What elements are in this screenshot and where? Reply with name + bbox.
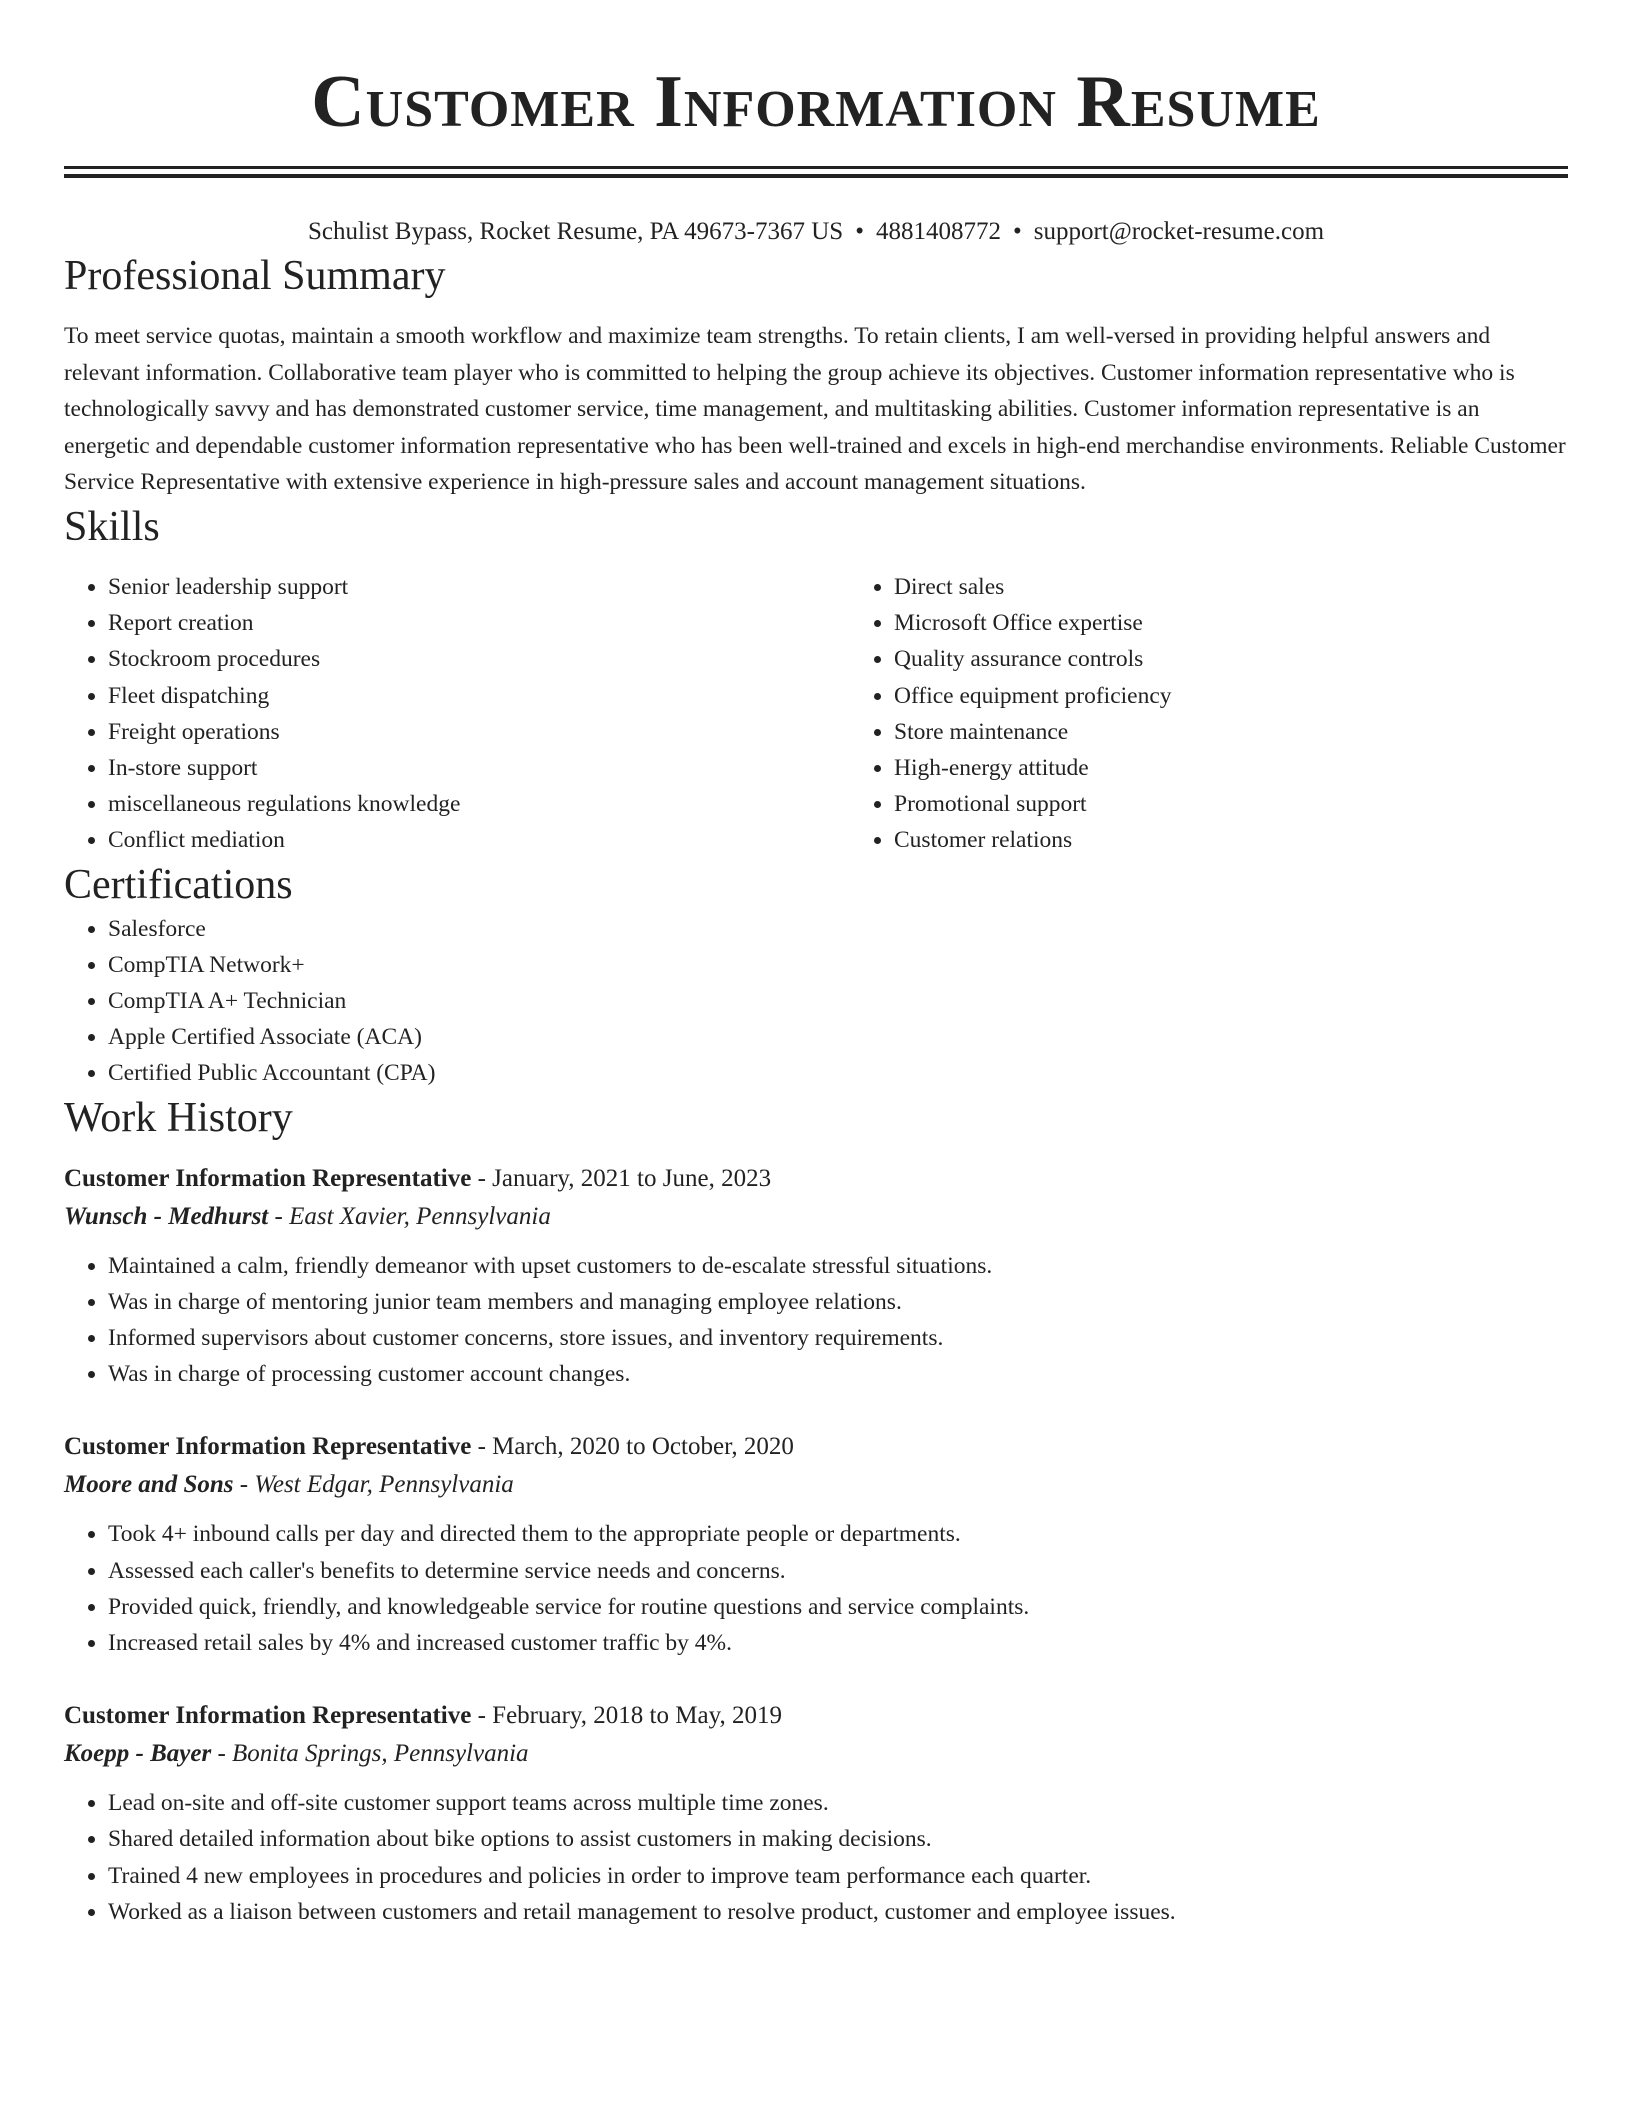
summary-heading: Professional Summary xyxy=(64,253,446,299)
job-bullets xyxy=(64,1516,1568,1661)
job-bullets xyxy=(64,1785,1568,1930)
summary-text: To meet service quotas, maintain a smooth workflow and maximize team strengths. To retain clients, I am well-versed in providing helpful answers and relevant information. Collaborative team player who is committed to helping the group achieve its objectives. Customer information representative who is technologically savvy and has demonstrated customer service, time management, and multitasking abilities. Customer information representative is an energetic and dependable customer information representative who has been well-trained and excels in high-end merchandise environments. Reliable Customer Service Representative with extensive experience in high-pressure sales and account management situations. xyxy=(64,323,1566,496)
skill-item: • Freight operations xyxy=(108,714,850,750)
contact-email[interactable]: support@rocket-resume.com xyxy=(1033,218,1325,245)
job-bullet: • Shared detailed information about bike options to assist customers in making decisions. xyxy=(108,1821,1568,1857)
skill-item: • Customer relations xyxy=(894,822,1632,858)
job-title: Customer Information Representative xyxy=(64,1433,472,1461)
certification-item: • Salesforce xyxy=(108,911,1568,947)
skill-item: • High-energy attitude xyxy=(894,750,1632,786)
job-title-line xyxy=(64,1428,1568,1466)
certification-item: • CompTIA Network+ xyxy=(108,947,1568,983)
job-entry xyxy=(64,1697,1568,1930)
certifications-heading: Certifications xyxy=(64,861,293,908)
job-company: Wunsch - Medhurst xyxy=(64,1202,269,1230)
certification-item: • CompTIA A+ Technician xyxy=(108,983,1568,1019)
skill-item: • Quality assurance controls xyxy=(894,641,1632,677)
job-dates: - February, 2018 to May, 2019 xyxy=(471,1702,782,1730)
job-bullet: • Provided quick, friendly, and knowledgeable service for routine questions and service complaints. xyxy=(108,1589,1568,1625)
skill-item: • Senior leadership support xyxy=(108,569,850,605)
job-bullet: • Was in charge of mentoring junior team members and managing employee relations. xyxy=(108,1284,1568,1320)
job-bullet: • Assessed each caller's benefits to determine service needs and concerns. xyxy=(108,1553,1568,1589)
certification-item: • Apple Certified Associate (ACA) xyxy=(108,1019,1568,1055)
job-bullet: • Worked as a liaison between customers and retail management to resolve product, customer and employee issues. xyxy=(108,1894,1568,1930)
job-entry xyxy=(64,1428,1568,1661)
skill-item: • Direct sales xyxy=(894,569,1632,605)
job-company-line xyxy=(64,1466,1568,1504)
contact-line xyxy=(64,214,1568,250)
job-bullet: • Took 4+ inbound calls per day and directed them to the appropriate people or departments. xyxy=(108,1516,1568,1552)
job-company: Moore and Sons xyxy=(64,1471,234,1499)
resume-title: Customer Information Resume xyxy=(311,61,1321,143)
job-bullet: • Was in charge of processing customer account changes. xyxy=(108,1356,1568,1392)
job-bullet: • Increased retail sales by 4% and increased customer traffic by 4%. xyxy=(108,1625,1568,1661)
job-company-line xyxy=(64,1735,1568,1773)
skill-item: • miscellaneous regulations knowledge xyxy=(108,786,850,822)
skills-heading: Skills xyxy=(64,503,160,550)
job-title: Customer Information Representative xyxy=(64,1164,472,1192)
job-title-line xyxy=(64,1697,1568,1735)
job-location: - West Edgar, Pennsylvania xyxy=(233,1471,514,1499)
job-dates: - January, 2021 to June, 2023 xyxy=(471,1164,772,1192)
job-bullet: • Trained 4 new employees in procedures and policies in order to improve team performance each quarter. xyxy=(108,1858,1568,1894)
skill-item: • Conflict mediation xyxy=(108,822,850,858)
skill-item: • Store maintenance xyxy=(894,714,1632,750)
contact-address: Schulist Bypass, Rocket Resume, PA 49673-7367 US xyxy=(307,218,844,245)
job-dates: - March, 2020 to October, 2020 xyxy=(471,1433,794,1461)
skills-columns xyxy=(64,569,1568,859)
skill-item: • Promotional support xyxy=(894,786,1632,822)
job-bullet: • Lead on-site and off-site customer support teams across multiple time zones. xyxy=(108,1785,1568,1821)
certification-item: • Certified Public Accountant (CPA) xyxy=(108,1055,1568,1091)
job-title: Customer Information Representative xyxy=(64,1702,472,1730)
work-history-heading: Work History xyxy=(64,1094,293,1141)
skill-item: • Fleet dispatching xyxy=(108,678,850,714)
job-entry xyxy=(64,1160,1568,1393)
skill-item: • Office equipment proficiency xyxy=(894,678,1632,714)
contact-phone: 4881408772 xyxy=(875,218,1001,245)
skill-item: • Report creation xyxy=(108,605,850,641)
job-bullet: • Informed supervisors about customer concerns, store issues, and inventory requirements. xyxy=(108,1320,1568,1356)
job-company: Koepp - Bayer xyxy=(64,1740,212,1768)
certifications-list xyxy=(64,911,1568,1092)
skills-list-right xyxy=(850,569,1632,859)
resume-page xyxy=(64,0,1568,1930)
job-location: - Bonita Springs, Pennsylvania xyxy=(211,1740,529,1768)
skill-item: • Stockroom procedures xyxy=(108,641,850,677)
skills-list-left xyxy=(64,569,850,859)
job-title-line xyxy=(64,1160,1568,1198)
skill-item: • Microsoft Office expertise xyxy=(894,605,1632,641)
job-bullets xyxy=(64,1248,1568,1393)
contact-separator: • xyxy=(855,218,864,245)
job-location: - East Xavier, Pennsylvania xyxy=(268,1202,551,1230)
contact-separator: • xyxy=(1012,218,1022,245)
title-divider xyxy=(64,166,1568,178)
skill-item: • In-store support xyxy=(108,750,850,786)
job-bullet: • Maintained a calm, friendly demeanor with upset customers to de-escalate stressful situations. xyxy=(108,1248,1568,1284)
job-company-line xyxy=(64,1198,1568,1236)
